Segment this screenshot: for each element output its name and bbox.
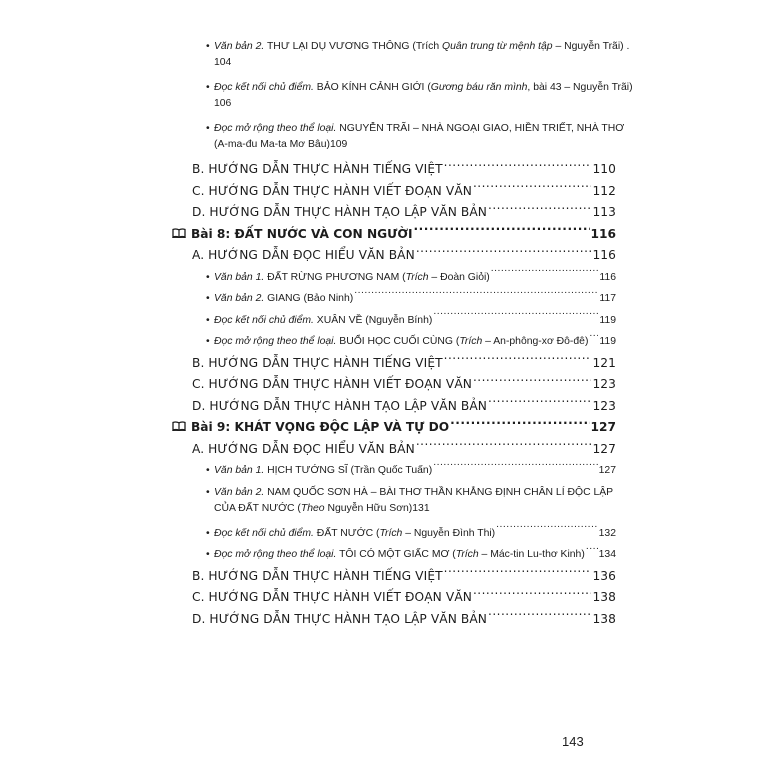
page-number: 113 [592,205,616,219]
toc-section[interactable] [172,202,616,224]
entry-title: BUỔI HỌC CUỐI CÙNG ( [336,336,460,347]
page-number: 138 [592,611,616,626]
entry-kind: Văn bản 2. [214,293,265,304]
entry-kind: Đọc mở rộng theo thể loại. [214,123,337,134]
entry-kind: Văn bản 1. [214,465,265,476]
entry-title: NAM QUỐC SƠN HÀ – BÀI THƠ THẦN KHẲNG ĐỊNH CHÂN LÍ ĐỘC LẬP [264,486,614,498]
dot-leader [414,225,590,237]
page-number: 116 [590,226,616,241]
dot-leader [473,182,591,194]
section-label: B. HƯỚNG DẪN THỰC HÀNH TIẾNG VIỆT [192,568,443,583]
toc-lesson[interactable] [172,224,616,246]
page-number: 121 [592,355,616,370]
section-label: A. HƯỚNG DẪN ĐỌC HIỂU VĂN BẢN [192,441,415,456]
bullet-icon: • [206,82,210,93]
toc-section[interactable] [172,396,616,418]
bullet-icon: • [206,336,210,347]
dot-leader [416,247,592,259]
section-label: A. HƯỚNG DẪN ĐỌC HIỂU VĂN BẢN [192,248,415,262]
page-number: 116 [599,271,616,283]
dot-leader [589,334,598,344]
page-number: 119 [599,314,616,326]
dot-leader [488,610,591,622]
dot-leader [473,589,591,601]
page-number: 132 [598,527,616,539]
toc-entry[interactable] [172,310,616,332]
dot-leader [496,525,598,535]
section-label: D. HƯỚNG DẪN THỰC HÀNH TẠO LẬP VĂN BẢN [192,205,488,219]
entry-title: ĐẤT RỪNG PHƯƠNG NAM ( [264,271,406,283]
entry-author: , bài 43 – Nguyễn Trãi) [527,82,633,93]
entry-kind: Đọc kết nối chủ điểm. [214,314,314,326]
page-number: 104 [214,57,232,68]
entry-author: – Nguyễn Đình Thi) [402,527,496,539]
table-of-contents [172,36,633,630]
toc-section[interactable] [172,353,616,375]
section-label: C. HƯỚNG DẪN THỰC HÀNH VIẾT ĐOẠN VĂN [192,377,472,391]
toc-entry[interactable] [172,460,616,482]
entry-source: Trích [459,336,483,347]
entry-title: NGUYỄN TRÃI – NHÀ NGOẠI GIAO, HIỀN TRIẾT, NHÀ THƠ [336,123,625,134]
toc-section[interactable] [172,566,616,588]
toc-section[interactable] [172,245,616,267]
dot-leader [444,354,592,366]
entry-source: Trích [379,527,403,539]
page-number: 138 [592,590,616,604]
toc-entry[interactable] [172,331,616,353]
section-label: D. HƯỚNG DẪN THỰC HÀNH TẠO LẬP VĂN BẢN [192,398,488,413]
entry-kind: Văn bản 2. [214,486,265,498]
toc-section[interactable] [172,609,616,631]
dot-leader [433,463,597,473]
entry-title: THƯ LẠI DỤ VƯƠNG THÔNG (Trích [264,41,442,52]
entry-kind: Đọc mở rộng theo thể loại. [214,549,337,560]
section-label: B. HƯỚNG DẪN THỰC HÀNH TIẾNG VIỆT [192,355,443,370]
toc-entry[interactable] [172,36,630,77]
entry-kind: Văn bản 2. [214,41,265,52]
toc-entry[interactable] [172,118,625,159]
bullet-icon: • [206,465,210,476]
bullet-icon: • [206,123,210,134]
page-number: 123 [592,377,616,391]
entry-title: BẢO KÍNH CẢNH GIỚI ( [313,82,431,93]
toc-section[interactable] [172,587,616,609]
page-number: 127 [598,465,616,476]
page-number: 119 [599,336,616,347]
entry-title: XUÂN VỀ (Nguyễn Bính) [313,314,433,326]
toc-section[interactable] [172,181,616,203]
section-label: D. HƯỚNG DẪN THỰC HÀNH TẠO LẬP VĂN BẢN [192,611,488,626]
page-number: 131 [412,502,430,514]
entry-title: TÔI CÓ MỘT GIẤC MƠ ( [336,549,456,560]
page-number: 136 [592,568,616,583]
page-number: 110 [592,162,616,176]
dot-leader [433,312,598,322]
dot-leader [491,269,599,279]
toc-entry[interactable] [172,544,616,566]
entry-author: – Mác-tin Lu-thơ Kinh) [478,549,585,560]
page-number: 116 [592,248,616,262]
dot-leader [488,397,591,409]
bullet-icon: • [206,271,210,283]
entry-author: – An-phông-xơ Đô-đê) [482,336,589,347]
lesson-title: Bài 9: KHÁT VỌNG ĐỘC LẬP VÀ TỰ DO [191,420,450,434]
bullet-icon: • [206,314,210,326]
book-icon [172,417,186,427]
page-number: 106 [214,98,232,109]
dot-leader [444,161,592,173]
dot-leader [488,204,591,216]
entry-kind: Đọc kết nối chủ điểm. [214,527,314,539]
toc-entry[interactable] [172,523,616,545]
toc-entry[interactable] [172,288,616,310]
section-label: C. HƯỚNG DẪN THỰC HÀNH VIẾT ĐOẠN VĂN [192,590,472,604]
toc-section[interactable] [172,374,616,396]
page-number-footer: 143 [562,734,584,749]
entry-author: – Đoàn Giỏi) [428,271,490,283]
entry-source: Trích [455,549,479,560]
toc-section[interactable] [172,159,616,181]
entry-continuation: (A-ma-đu Ma-ta Mơ Bâu) [214,139,330,150]
section-label: C. HƯỚNG DẪN THỰC HÀNH VIẾT ĐOẠN VĂN [192,183,472,198]
toc-lesson[interactable] [172,417,616,439]
page-number: 109 [329,139,348,150]
dot-leader [416,440,592,452]
dot-leader [354,291,598,301]
toc-entry[interactable] [172,482,616,523]
page-number: 123 [592,398,616,413]
bullet-icon: • [206,527,210,539]
dot-leader [473,376,591,388]
bullet-icon: • [206,486,210,498]
dot-leader [586,547,598,557]
entry-source: Quân trung từ mệnh tập [442,41,553,52]
bullet-icon: • [206,293,210,304]
section-label: B. HƯỚNG DẪN THỰC HÀNH TIẾNG VIỆT [192,162,443,176]
page-number: 127 [592,441,616,456]
entry-source: Gương báu răn mình [430,82,528,93]
entry-author: – Nguyễn Trãi) . [552,41,630,52]
lesson-title: Bài 8: ĐẤT NƯỚC VÀ CON NGƯỜI [191,226,413,241]
toc-entry[interactable] [172,77,633,118]
entry-kind: Đọc mở rộng theo thể loại. [214,336,337,347]
entry-source: Trích [405,271,429,283]
book-icon [172,224,186,234]
page-number: 127 [590,420,616,434]
entry-title: HỊCH TƯỚNG SĨ (Trần Quốc Tuấn) [264,465,433,476]
entry-title: ĐẤT NƯỚC ( [313,527,380,539]
entry-title: GIANG (Bảo Ninh) [264,293,354,304]
entry-kind: Đọc kết nối chủ điểm. [214,82,314,93]
bullet-icon: • [206,41,210,52]
dot-leader [450,419,589,431]
dot-leader [444,567,592,579]
toc-section[interactable] [172,439,616,461]
entry-kind: Văn bản 1. [214,271,265,283]
page-number: 117 [599,293,616,304]
entry-continuation: CỦA ĐẤT NƯỚC (Theo Nguyễn Hữu Sơn) [214,502,413,514]
page-number: 134 [598,549,616,560]
page-number: 112 [592,183,616,198]
bullet-icon: • [206,549,210,560]
toc-entry[interactable] [172,267,616,289]
